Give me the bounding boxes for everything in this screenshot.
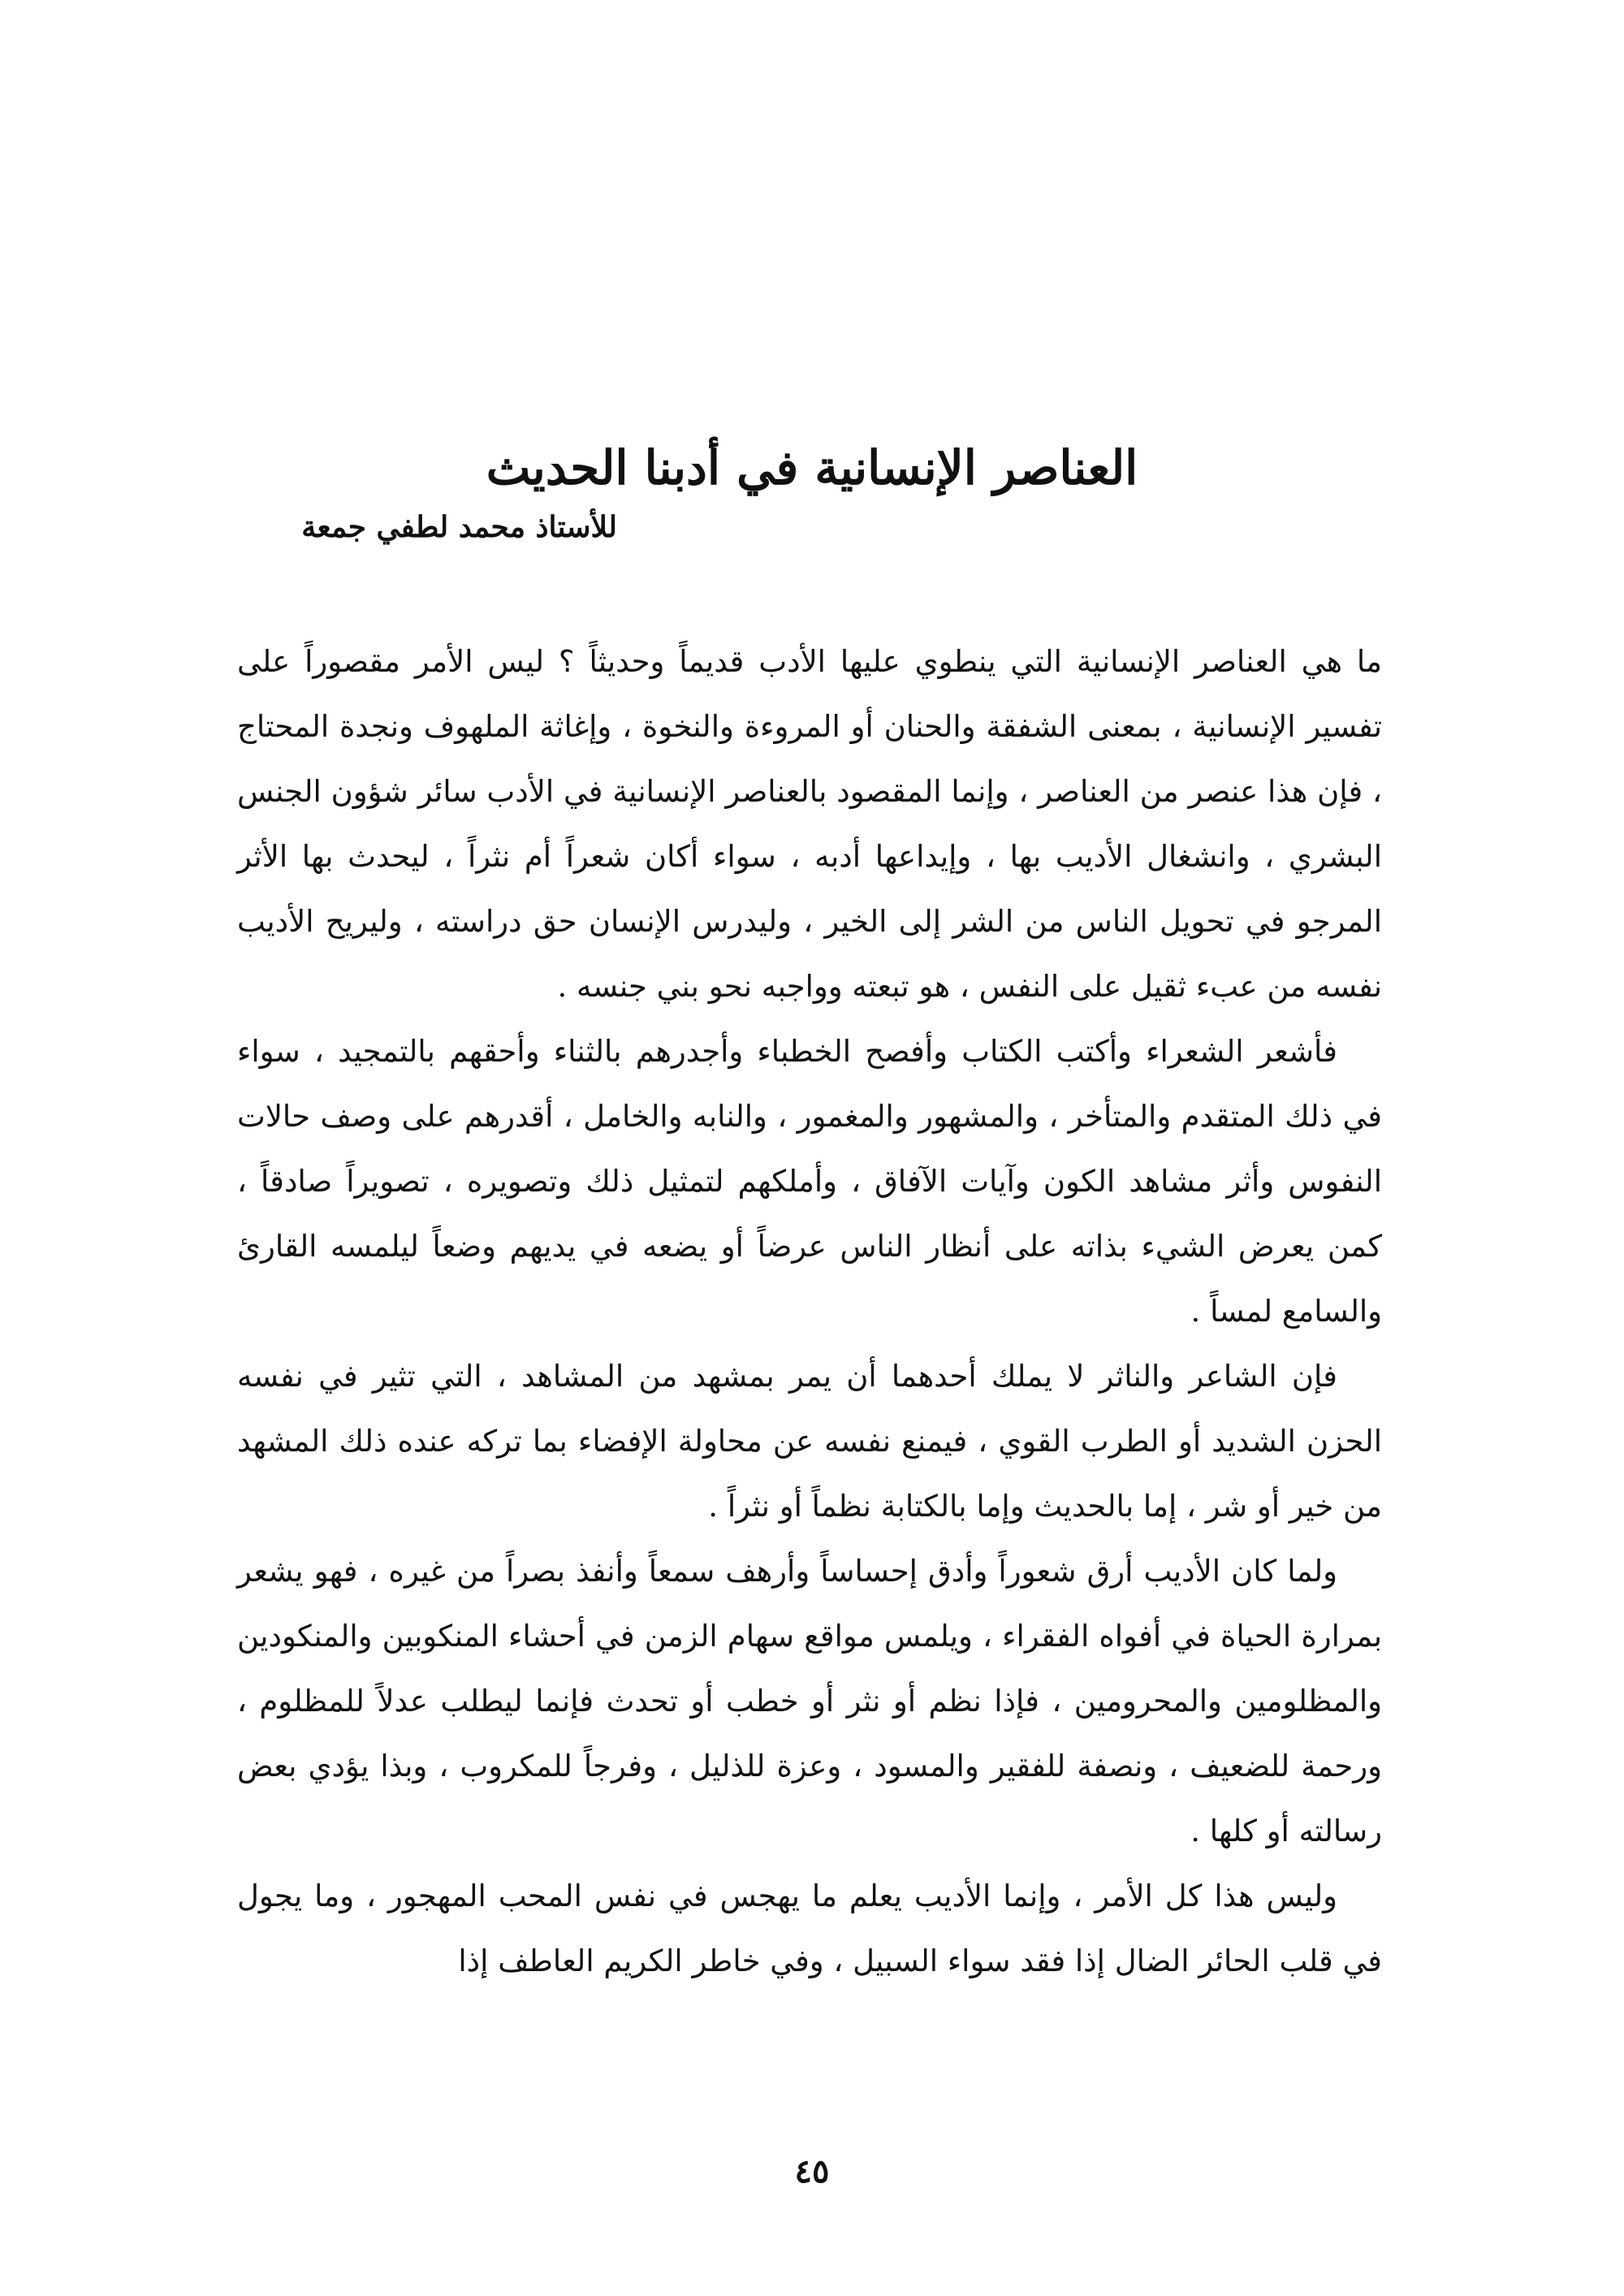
page-number: ٤٥: [794, 2152, 830, 2190]
article-body: [237, 629, 1382, 1994]
paragraph-3: فإن الشاعر والناثر لا يملك أحدهما أن يمر بمشهد من المشاهد ، التي تثير في نفسه الحزن الشديد أو الطرب القوي ، فيمنع نفسه عن محاولة الإفضاء بما تركه عنده ذلك المشهد من خير أو شر ، إما بالحديث وإما بالكتابة نظماً أو نثراً .: [237, 1359, 1382, 1524]
article-title: العناصر الإنسانية في أدبنا الحديث: [486, 439, 1138, 495]
paragraph-4: ولما كان الأديب أرق شعوراً وأدق إحساساً وأرهف سمعاً وأنفذ بصراً من غيره ، فهو يشعر بمرارة الحياة في أفواه الفقراء ، ويلمس مواقع سهام الزمن في أحشاء المنكوبين والمنكودين والمظلومين والمحرومين ، فإذا نظم أو نثر أو خطب أو تحدث فإنما ليطلب عدلاً للمظلوم ، ورحمة للضعيف ، ونصفة للفقير والمسود ، وعزة للذليل ، وفرجاً للمكروب ، وبذا يؤدي بعض رسالته أو كلها .: [237, 1554, 1382, 1848]
paragraph-1: ما هي العناصر الإنسانية التي ينطوي عليها الأدب قديماً وحديثاً ؟ ليس الأمر مقصوراً على تفسير الإنسانية ، بمعنى الشفقة والحنان أو المروءة والنخوة ، وإغاثة الملهوف ونجدة المحتاج ، فإن هذا عنصر من العناصر ، وإنما المقصود بالعناصر الإنسانية في الأدب سائر شؤون الجنس البشري ، وانشغال الأديب بها ، وإيداعها أدبه ، سواء أكان شعراً أم نثراً ، ليحدث بها الأثر المرجو في تحويل الناس من الشر إلى الخير ، وليدرس الإنسان حق دراسته ، وليريح الأديب نفسه من عبء ثقيل على النفس ، هو تبعته وواجبه نحو بني جنسه .: [237, 644, 1382, 1004]
paragraph-5: وليس هذا كل الأمر ، وإنما الأديب يعلم ما يهجس في نفس المحب المهجور ، وما يجول في قلب الحائر الضال إذا فقد سواء السبيل ، وفي خاطر الكريم العاطف إذا: [237, 1879, 1382, 1978]
paragraph-2: فأشعر الشعراء وأكتب الكتاب وأفصح الخطباء وأجدرهم بالثناء وأحقهم بالتمجيد ، سواء في ذلك المتقدم والمتأخر ، والمشهور والمغمور ، والنابه والخامل ، أقدرهم على وصف حالات النفوس وأثر مشاهد الكون وآيات الآفاق ، وأملكهم لتمثيل ذلك وتصويره ، تصويراً صادقاً ، كمن يعرض الشيء بذاته على أنظار الناس عرضاً أو يضعه في يديهم وضعاً ليلمسه القارئ والسامع لمساً .: [237, 1034, 1382, 1329]
article-author: للأستاذ محمد لطفي جمعة: [301, 510, 617, 544]
